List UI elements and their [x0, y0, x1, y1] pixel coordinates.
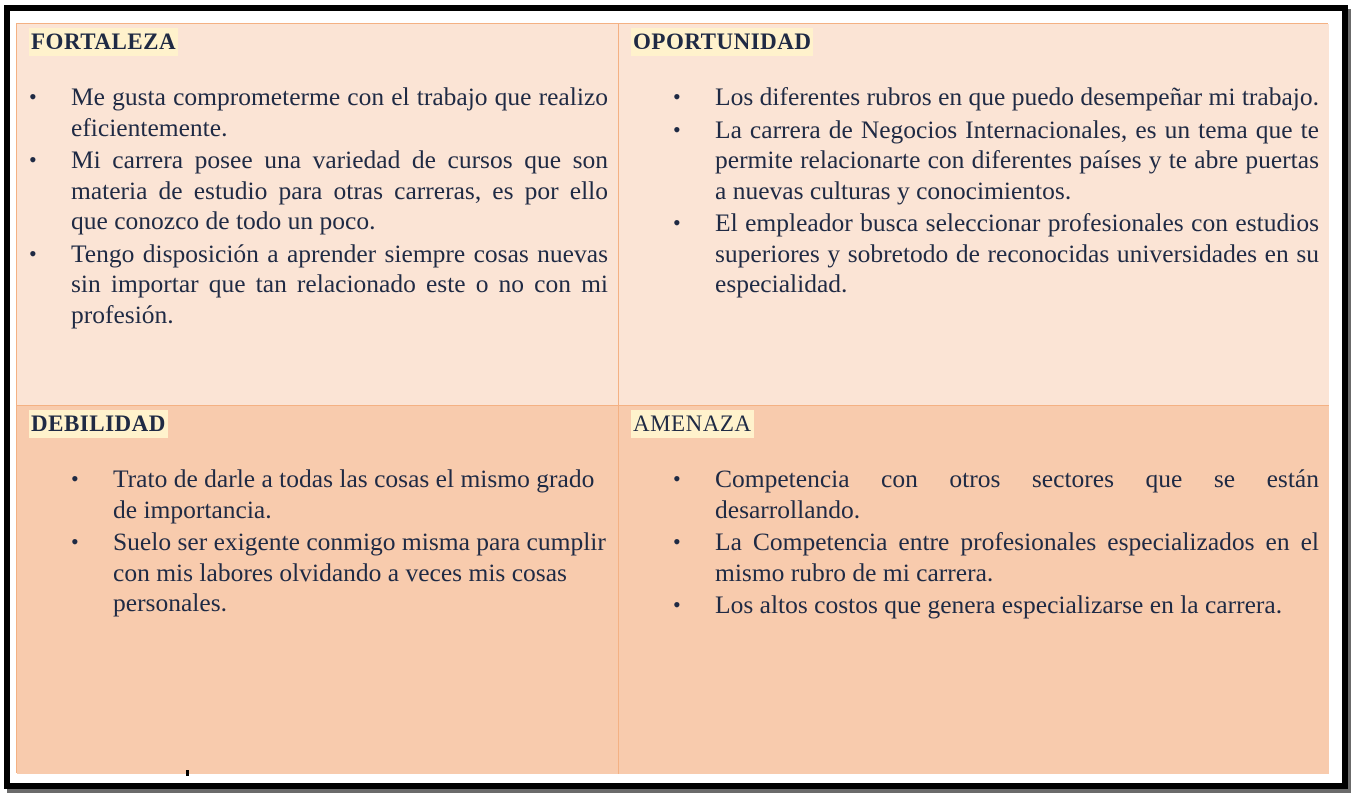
fortaleza-heading: FORTALEZA: [31, 29, 177, 54]
amenaza-heading: AMENAZA: [633, 411, 752, 436]
list-item: • Me gusta comprometerme con el trabajo que realizo eficientemente.: [29, 82, 608, 143]
list-item: • Trato de darle a todas las cosas el mismo grado de importancia.: [71, 464, 608, 525]
list-item: • Tengo disposición a aprender siempre cosas nuevas sin importar que tan relacionado este o no con mi profesión.: [29, 239, 608, 331]
cursor-mark: [186, 770, 189, 776]
oportunidad-list: [673, 82, 1319, 300]
list-item: • Los altos costos que genera especializarse en la carrera.: [673, 590, 1319, 621]
oportunidad-cell: [619, 24, 1329, 406]
list-item: • Suelo ser exigente conmigo misma para cumplir con mis labores olvidando a veces mis cosas personales.: [71, 527, 608, 619]
swot-table: [16, 23, 1328, 773]
list-item: • Los diferentes rubros en que puedo desempeñar mi trabajo.: [673, 82, 1319, 113]
amenaza-cell: [619, 406, 1329, 774]
list-item: • El empleador busca seleccionar profesionales con estudios superiores y sobretodo de reconocidas universidades en su especialidad.: [673, 208, 1319, 300]
list-item: • Competencia con otros sectores que se están desarrollando.: [673, 464, 1319, 525]
debilidad-heading: DEBILIDAD: [31, 411, 166, 436]
list-item: • Mi carrera posee una variedad de cursos que son materia de estudio para otras carreras, es por ello que conozco de todo un poco.: [29, 145, 608, 237]
fortaleza-list: [29, 82, 608, 330]
fortaleza-cell: [17, 24, 619, 406]
debilidad-cell: [17, 406, 619, 774]
amenaza-list: [673, 464, 1319, 621]
debilidad-list: [71, 464, 608, 619]
swot-frame: [4, 5, 1348, 789]
list-item: • La Competencia entre profesionales especializados en el mismo rubro de mi carrera.: [673, 527, 1319, 588]
oportunidad-heading: OPORTUNIDAD: [633, 29, 812, 54]
list-item: • La carrera de Negocios Internacionales, es un tema que te permite relacionarte con diferentes países y te abre puertas a nuevas culturas y conocimientos.: [673, 115, 1319, 207]
